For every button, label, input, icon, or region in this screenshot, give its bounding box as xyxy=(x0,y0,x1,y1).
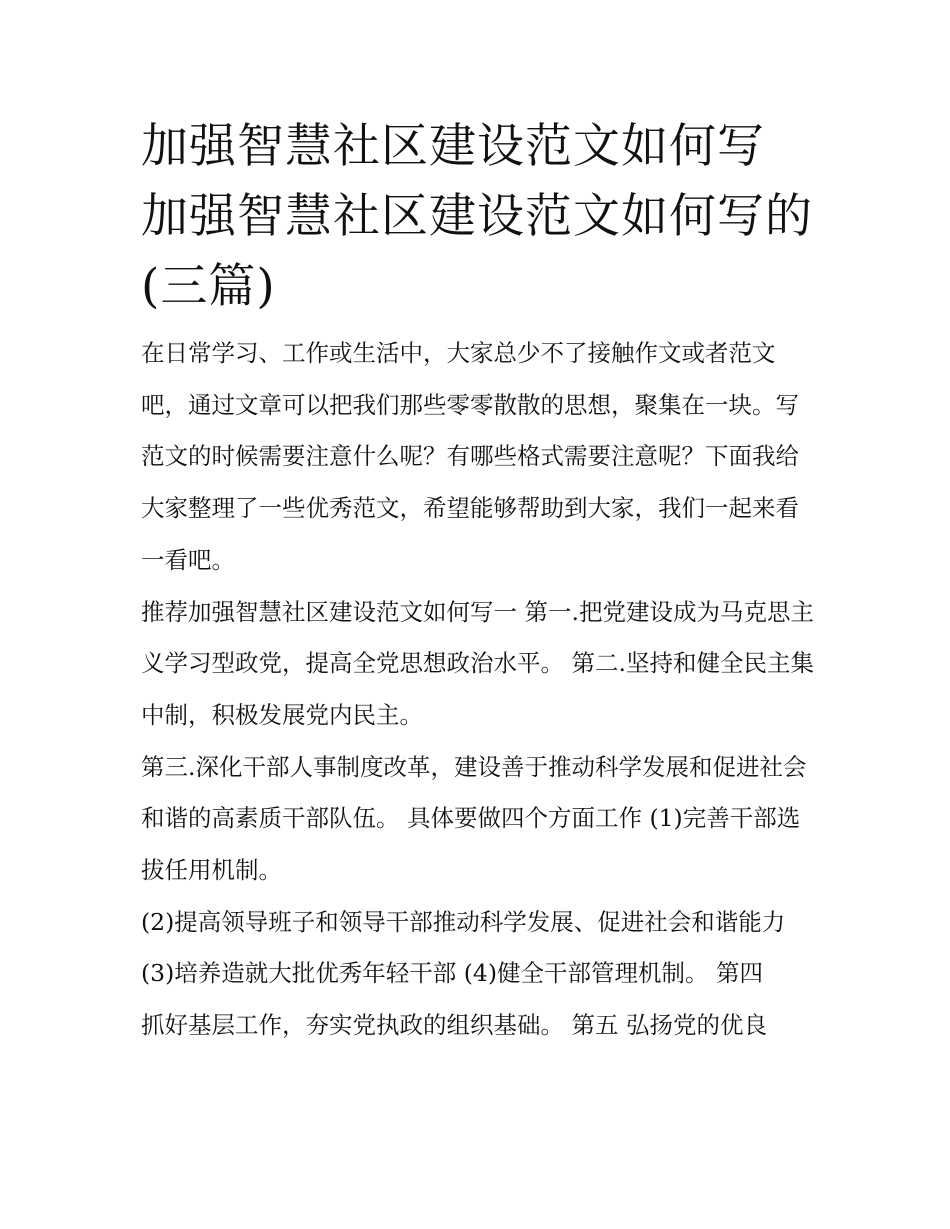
document-title: 加强智慧社区建设范文如何写 加强智慧社区建设范文如何写的(三篇) xyxy=(141,119,813,314)
body-paragraph-1: 推荐加强智慧社区建设范文如何写一 第一.把党建设成为马克思主义学习型政党，提高全党思想政治水平。 第二.坚持和健全民主集中制，积极发展党内民主。 xyxy=(141,597,814,729)
body-paragraph-3: (2)提高领导班子和领导干部推动科学发展、促进社会和谐能力 (3)培养造就大批优秀年轻干部 (4)健全干部管理机制。 第四 xyxy=(141,907,786,988)
intro-paragraph: 在日常学习、工作或生活中，大家总少不了接触作文或者范文吧，通过文章可以把我们那些零零散散的思想，聚集在一块。写范文的时候需要注意什么呢？有哪些格式需要注意呢？下面我给大家整理了一些优秀范文，希望能够帮助到大家，我们一起来看一看吧。 xyxy=(141,339,799,574)
body-paragraph-2: 第三.深化干部人事制度改革，建设善于推动科学发展和促进社会和谐的高素质干部队伍。 具体要做四个方面工作 (1)完善干部选拔任用机制。 xyxy=(141,752,807,885)
document-page xyxy=(141,112,821,1052)
body-paragraph-4: 抓好基层工作，夯实党执政的组织基础。 第五 弘扬党的优良 xyxy=(141,1011,767,1040)
